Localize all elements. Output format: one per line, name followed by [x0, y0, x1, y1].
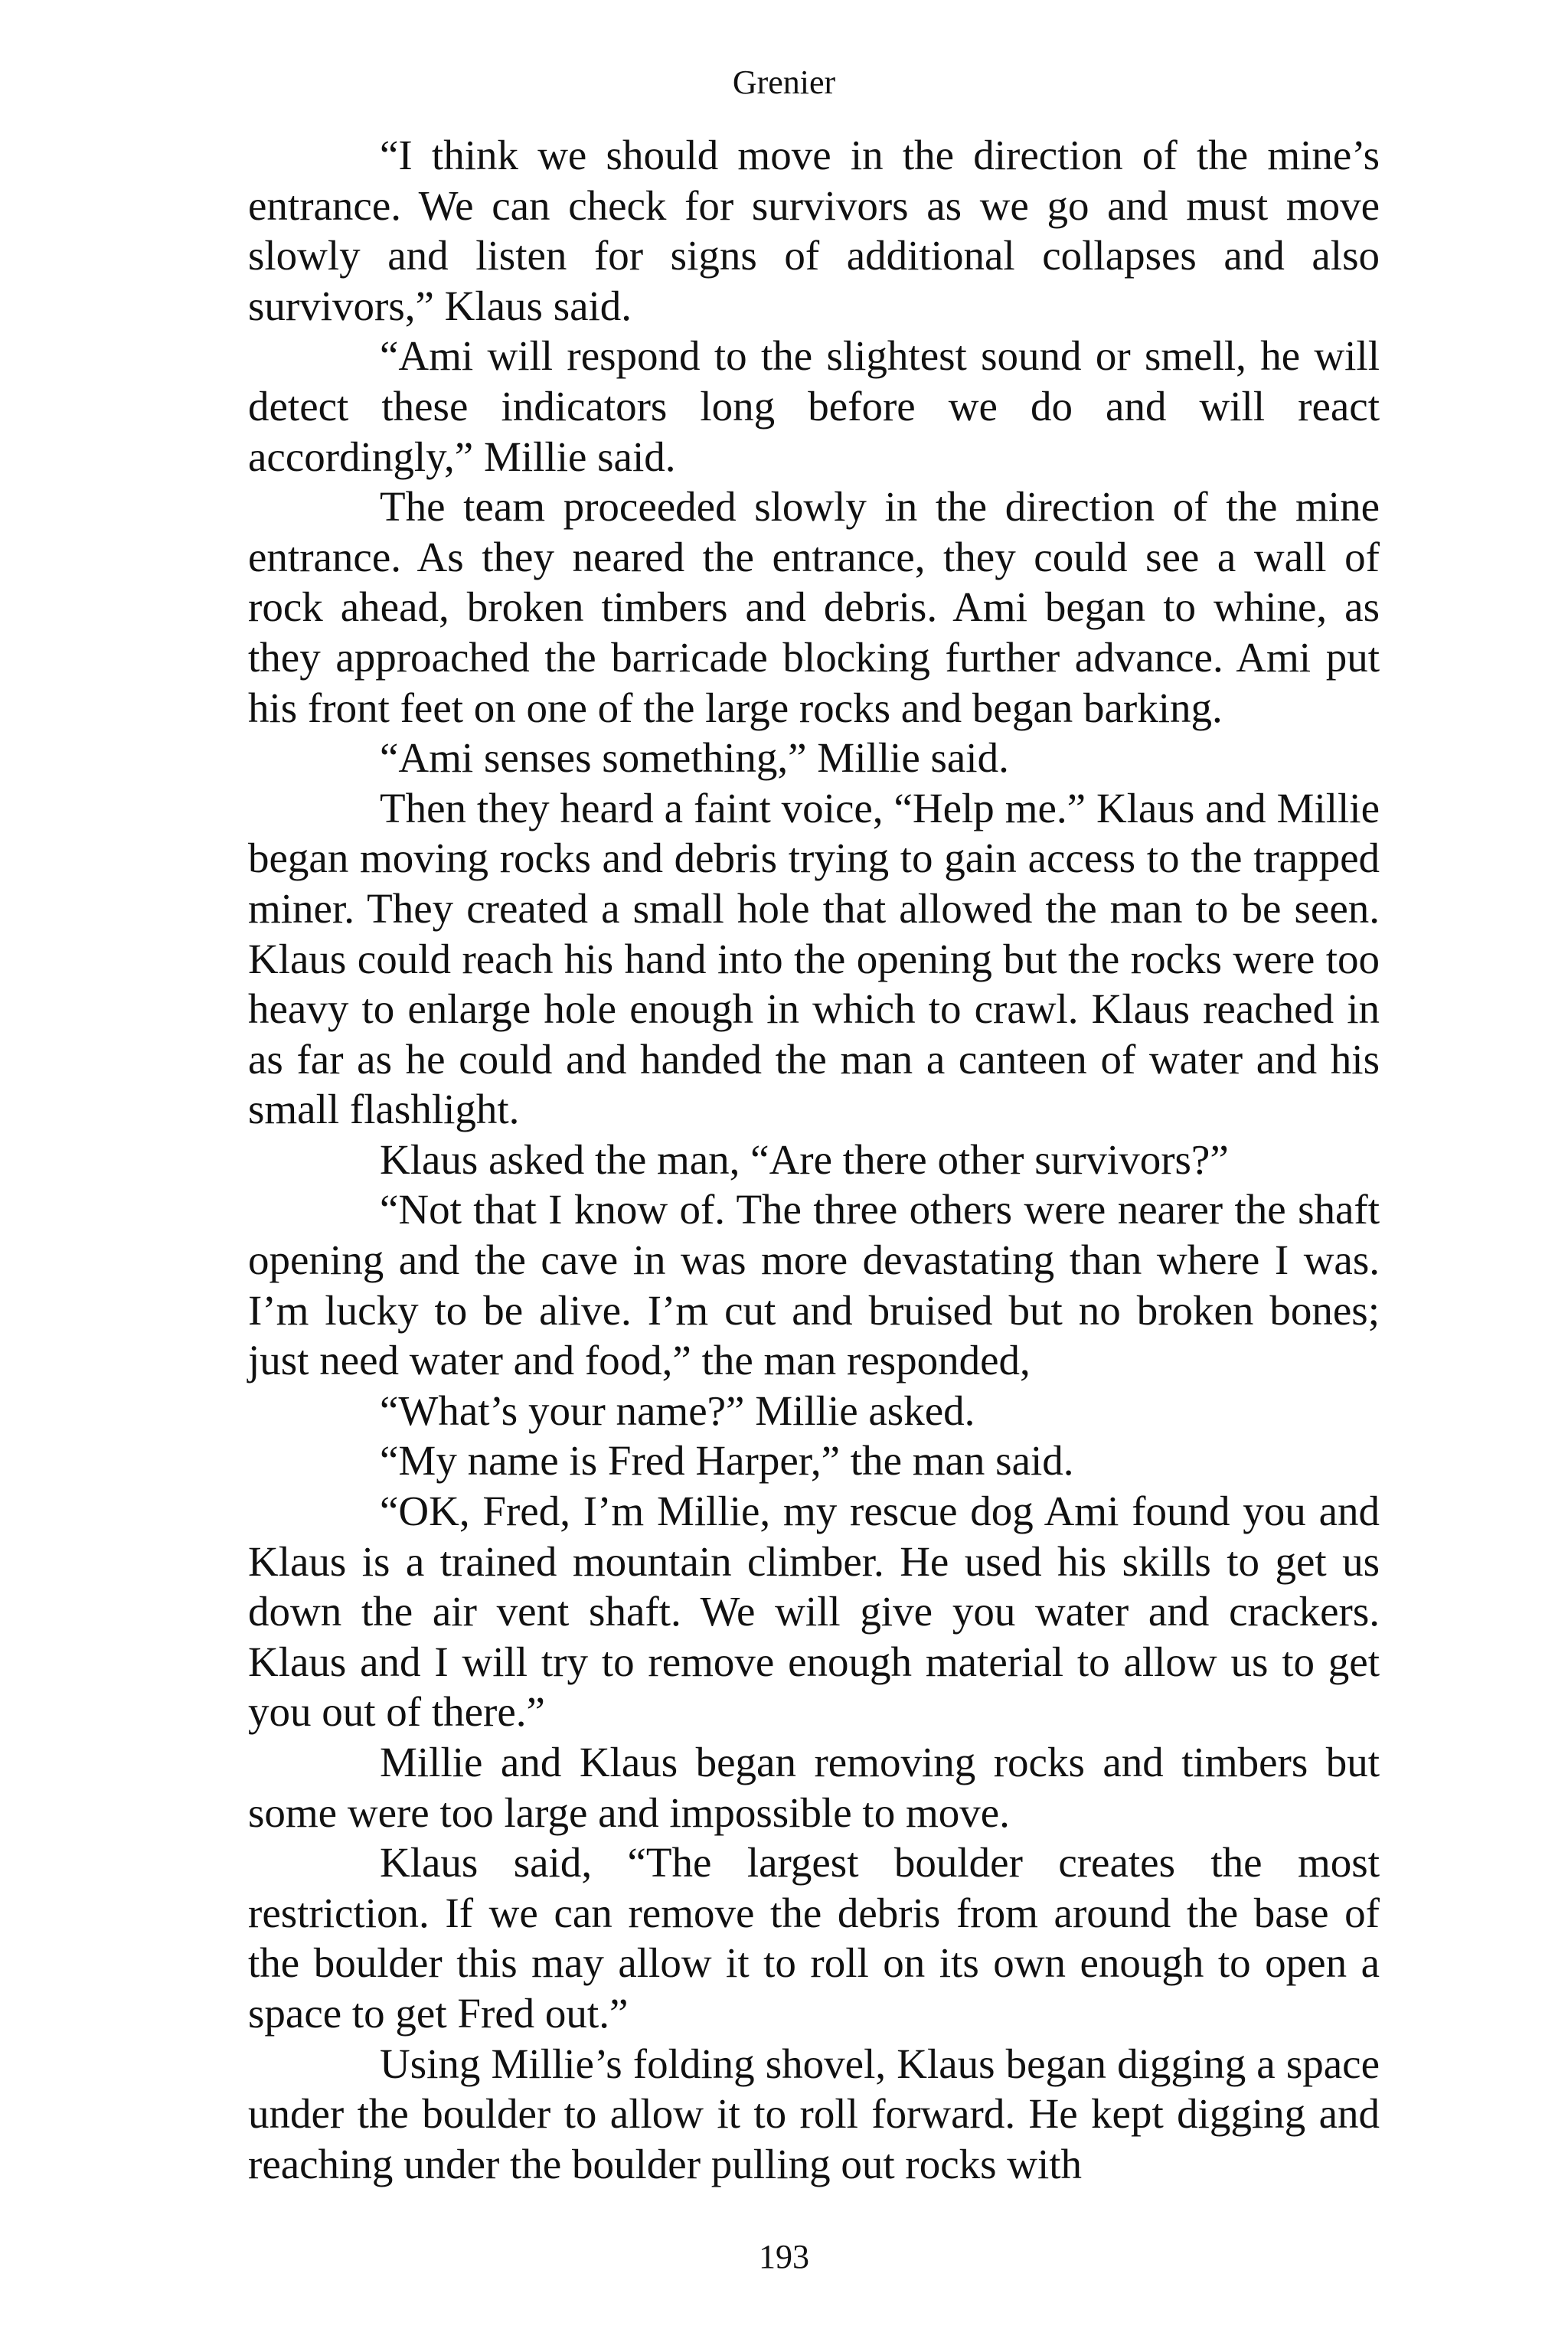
paragraph: “My name is Fred Harper,” the man said.: [380, 1437, 1074, 1485]
paragraph: Then they heard a faint voice, “Help me.” Klaus and Millie began moving rocks and debris trying to gain access to the trapped miner. They created a small hole that allowed the man to be seen. Klaus could reach his hand into the opening but the rocks were too heavy to enlarge hole enough in which to crawl. Klaus reached in as far as he could and handed the man a canteen of water and his small flashlight.: [248, 784, 1380, 1133]
paragraph: “What’s your name?” Millie asked.: [380, 1387, 975, 1434]
paragraph: Using Millie’s folding shovel, Klaus began digging a space under the boulder to allow it to roll forward. He kept digging and reaching under the boulder pulling out rocks with: [248, 2040, 1380, 2187]
paragraph: The team proceeded slowly in the direction of the mine entrance. As they neared the entrance, they could see a wall of rock ahead, broken timbers and debris. Ami began to whine, as they approached the barricade blocking further advance. Ami put his front feet on one of the large rocks and began barking.: [248, 483, 1380, 731]
paragraph: Klaus said, “The largest boulder creates the most restriction. If we can remove the debris from around the base of the boulder this may allow it to roll on its own enough to open a space to get Fred out.”: [248, 1839, 1380, 2037]
paragraph: Millie and Klaus began removing rocks and timbers but some were too large and impossible to move.: [248, 1739, 1380, 1836]
paragraph: Klaus asked the man, “Are there other survivors?”: [380, 1135, 1229, 1183]
paragraph: “OK, Fred, I’m Millie, my rescue dog Ami found you and Klaus is a trained mountain climber. He used his skills to get us down the air vent shaft. We will give you water and crackers. Klaus and I will try to remove enough material to allow us to get you out of there.”: [248, 1488, 1380, 1736]
paragraph: “I think we should move in the direction of the mine’s entrance. We can check for survivors as we go and must move slowly and listen for signs of additional collapses and also survivors,” Klaus said.: [248, 132, 1380, 329]
paragraph: “Ami will respond to the slightest sound or smell, he will detect these indicators long before we do and will react accordingly,” Millie said.: [248, 332, 1380, 480]
body-text: [248, 130, 1380, 2189]
running-header: Grenier: [732, 64, 836, 101]
page-number: 193: [759, 2238, 809, 2275]
paragraph: “Not that I know of. The three others were nearer the shaft opening and the cave in was more devastating than where I was. I’m lucky to be alive. I’m cut and bruised but no broken bones; just need water and food,” the man responded,: [248, 1186, 1380, 1384]
paragraph: “Ami senses something,” Millie said.: [380, 734, 1009, 782]
